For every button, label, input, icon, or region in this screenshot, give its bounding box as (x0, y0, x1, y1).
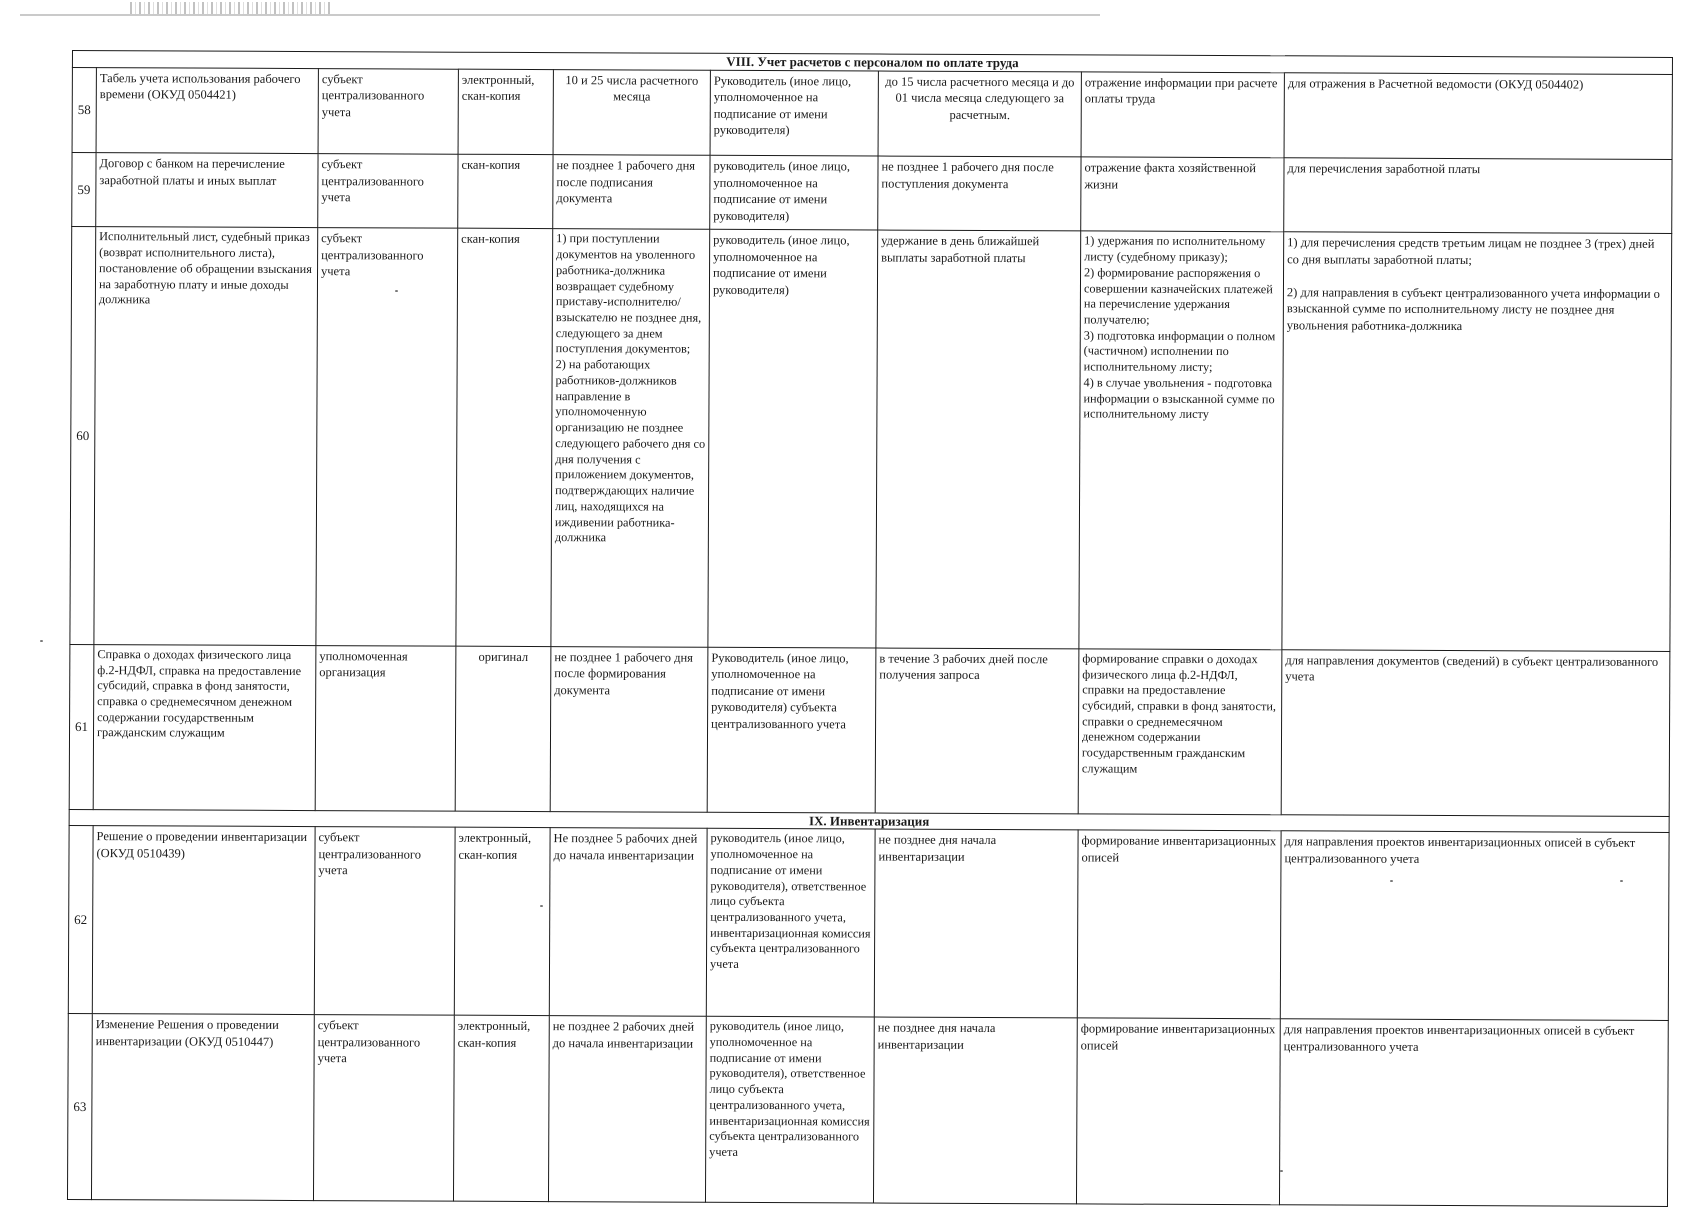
table-row-58 (72, 67, 1672, 160)
table-row-63 (67, 1014, 1668, 1207)
section-title: VIII. Учет расчетов с персоналом по оплате труда (72, 51, 1672, 75)
submission-term-cell: 1) при поступлении документов на уволенного работника-должника возвращает судебному приставу-исполнителю/взыскателю не позднее дня, следующего за днем поступления документов; 2) на работающих работников-должников направление в уполномоченную организацию не позднее следующего рабочего дня со дня получения с приложением документов, подтверждающих наличие лиц, находящихся на иждивении работника-должника (551, 229, 710, 647)
form-cell: оригинал (455, 646, 551, 811)
submission-term-cell: не позднее 1 рабочего дня после формирования документа (550, 646, 708, 812)
purpose-cell: отражение информации при расчете оплаты труда (1081, 72, 1284, 158)
submitter-cell: уполномоченная организация (315, 645, 456, 810)
submission-term-cell: Не позднее 5 рабочих дней до начала инвентаризации (549, 828, 707, 1017)
usage-cell: для направления проектов инвентаризационных описей в субъект централизованного учета (1280, 831, 1669, 1021)
scan-speck (40, 640, 43, 642)
row-number: 63 (67, 1014, 92, 1200)
accounting-documents-table (67, 50, 1673, 1207)
document-name-cell: Табель учета использования рабочего времени (ОКУД 0504421) (96, 67, 318, 154)
purpose-cell: 1) удержания по исполнительному листу (судебному приказу); 2) формирование распоряжения о совершении казначейских платежей на перечисление удержания получателю; 3) подготовка информации о полном (частичном) исполнении по исполнительному листу; 4) в случае увольнения - подготовка информации о взысканной сумме по исполнительному листу (1079, 231, 1284, 649)
section-title: IX. Инвентаризация (69, 809, 1669, 833)
document-name-cell: Исполнительный лист, судебный приказ (возврат исполнительного листа), постановление об обращении взыскания на заработную плату и иные доходы должника (94, 227, 318, 645)
table-row-61 (69, 644, 1670, 816)
processing-deadline-cell: не позднее дня начала инвентаризации (874, 829, 1078, 1018)
submission-term-cell: не позднее 1 рабочего дня после подписания документа (553, 155, 710, 230)
document-name-cell: Договор с банком на перечисление заработной платы и иных выплат (96, 153, 318, 228)
signer-cell: Руководитель (иное лицо, уполномоченное на подписание от имени руководителя) субъекта централизованного учета (707, 647, 876, 813)
row-number: 58 (72, 67, 96, 153)
row-number: 62 (68, 826, 93, 1014)
row-number: 59 (72, 153, 96, 227)
usage-cell: для отражения в Расчетной ведомости (ОКУД 0504402) (1284, 72, 1672, 159)
form-cell: электронный, скан-копия (454, 828, 550, 1016)
submission-term-cell: 10 и 25 числа расчетного месяца (553, 69, 710, 155)
submitter-cell: субъект централизованного учета (314, 827, 455, 1015)
document-name-cell: Справка о доходах физического лица ф.2-НДФЛ, справка на предоставление субсидий, справка в фонд занятости, справка о среднемесячном денежном содержании государственным гражданским служащим (93, 644, 316, 810)
table-row-60 (70, 227, 1672, 651)
document-name-cell: Решение о проведении инвентаризации (ОКУД 0510439) (92, 826, 315, 1015)
processing-deadline-cell: до 15 числа расчетного месяца и до 01 числа месяца следующего за расчетным. (878, 71, 1081, 157)
table-row-62 (68, 826, 1669, 1021)
processing-deadline-cell: в течение 3 рабочих дней после получения запроса (875, 648, 1079, 814)
scan-artifact (130, 2, 330, 14)
document-name-cell: Изменение Решения о проведении инвентаризации (ОКУД 0510447) (91, 1014, 314, 1201)
signer-cell: руководитель (иное лицо, уполномоченное на подписание от имени руководителя), ответственное лицо субъекта централизованного учета, инвентаризационная комиссия субъекта централизованного учета (706, 829, 875, 1018)
signer-cell: Руководитель (иное лицо, уполномоченное на подписание от имени руководителя) (710, 70, 878, 156)
usage-cell: для перечисления заработной платы (1284, 158, 1672, 234)
purpose-cell: формирование инвентаризационных описей (1077, 830, 1281, 1019)
form-cell: электронный, скан-копия (453, 1015, 549, 1201)
form-cell: электронный, скан-копия (458, 69, 553, 155)
signer-cell: руководитель (иное лицо, уполномоченное на подписание от имени руководителя), ответственное лицо субъекта централизованного учета, инвентаризационная комиссия субъекта централизованного учета (705, 1016, 874, 1203)
table-row-59 (72, 153, 1672, 234)
submitter-cell: субъект централизованного учета (316, 228, 458, 646)
submitter-cell: субъект централизованного учета (318, 68, 458, 154)
processing-deadline-cell: не позднее дня начала инвентаризации (873, 1017, 1077, 1204)
usage-cell: для направления документов (сведений) в субъект централизованного учета (1281, 650, 1670, 817)
submission-term-cell: не позднее 2 рабочих дней до начала инвентаризации (548, 1016, 706, 1202)
usage-cell: для направления проектов инвентаризационных описей в субъект централизованного учета (1279, 1019, 1668, 1207)
signer-cell: руководитель (иное лицо, уполномоченное на подписание от имени руководителя) (710, 156, 878, 231)
row-number: 61 (69, 644, 94, 809)
scan-artifact-line (20, 14, 1100, 16)
submitter-cell: субъект централизованного учета (318, 154, 458, 229)
submitter-cell: субъект централизованного учета (313, 1015, 454, 1201)
form-cell: скан-копия (456, 229, 553, 647)
form-cell: скан-копия (458, 154, 553, 229)
signer-cell: руководитель (иное лицо, уполномоченное на подписание от имени руководителя) (708, 230, 878, 648)
usage-cell: 1) для перечисления средств третьим лицам не позднее 3 (трех) дней со дня выплаты заработной платы; 2) для направления в субъект централизованного учета информации о взысканной сумме по исполнительному листу не позднее дня увольнения работника-должника (1282, 232, 1672, 651)
purpose-cell: отражение факта хозяйственной жизни (1081, 157, 1284, 232)
purpose-cell: формирование инвентаризационных описей (1076, 1018, 1280, 1205)
row-number: 60 (70, 227, 96, 645)
purpose-cell: формирование справки о доходах физического лица ф.2-НДФЛ, справки на предоставление субсидий, справки в фонд занятости, справки о среднемесячном денежном содержании государственным гражданским служащим (1078, 649, 1282, 815)
processing-deadline-cell: удержание в день ближайшей выплаты заработной платы (876, 230, 1081, 648)
processing-deadline-cell: не позднее 1 рабочего дня после поступления документа (878, 156, 1081, 231)
